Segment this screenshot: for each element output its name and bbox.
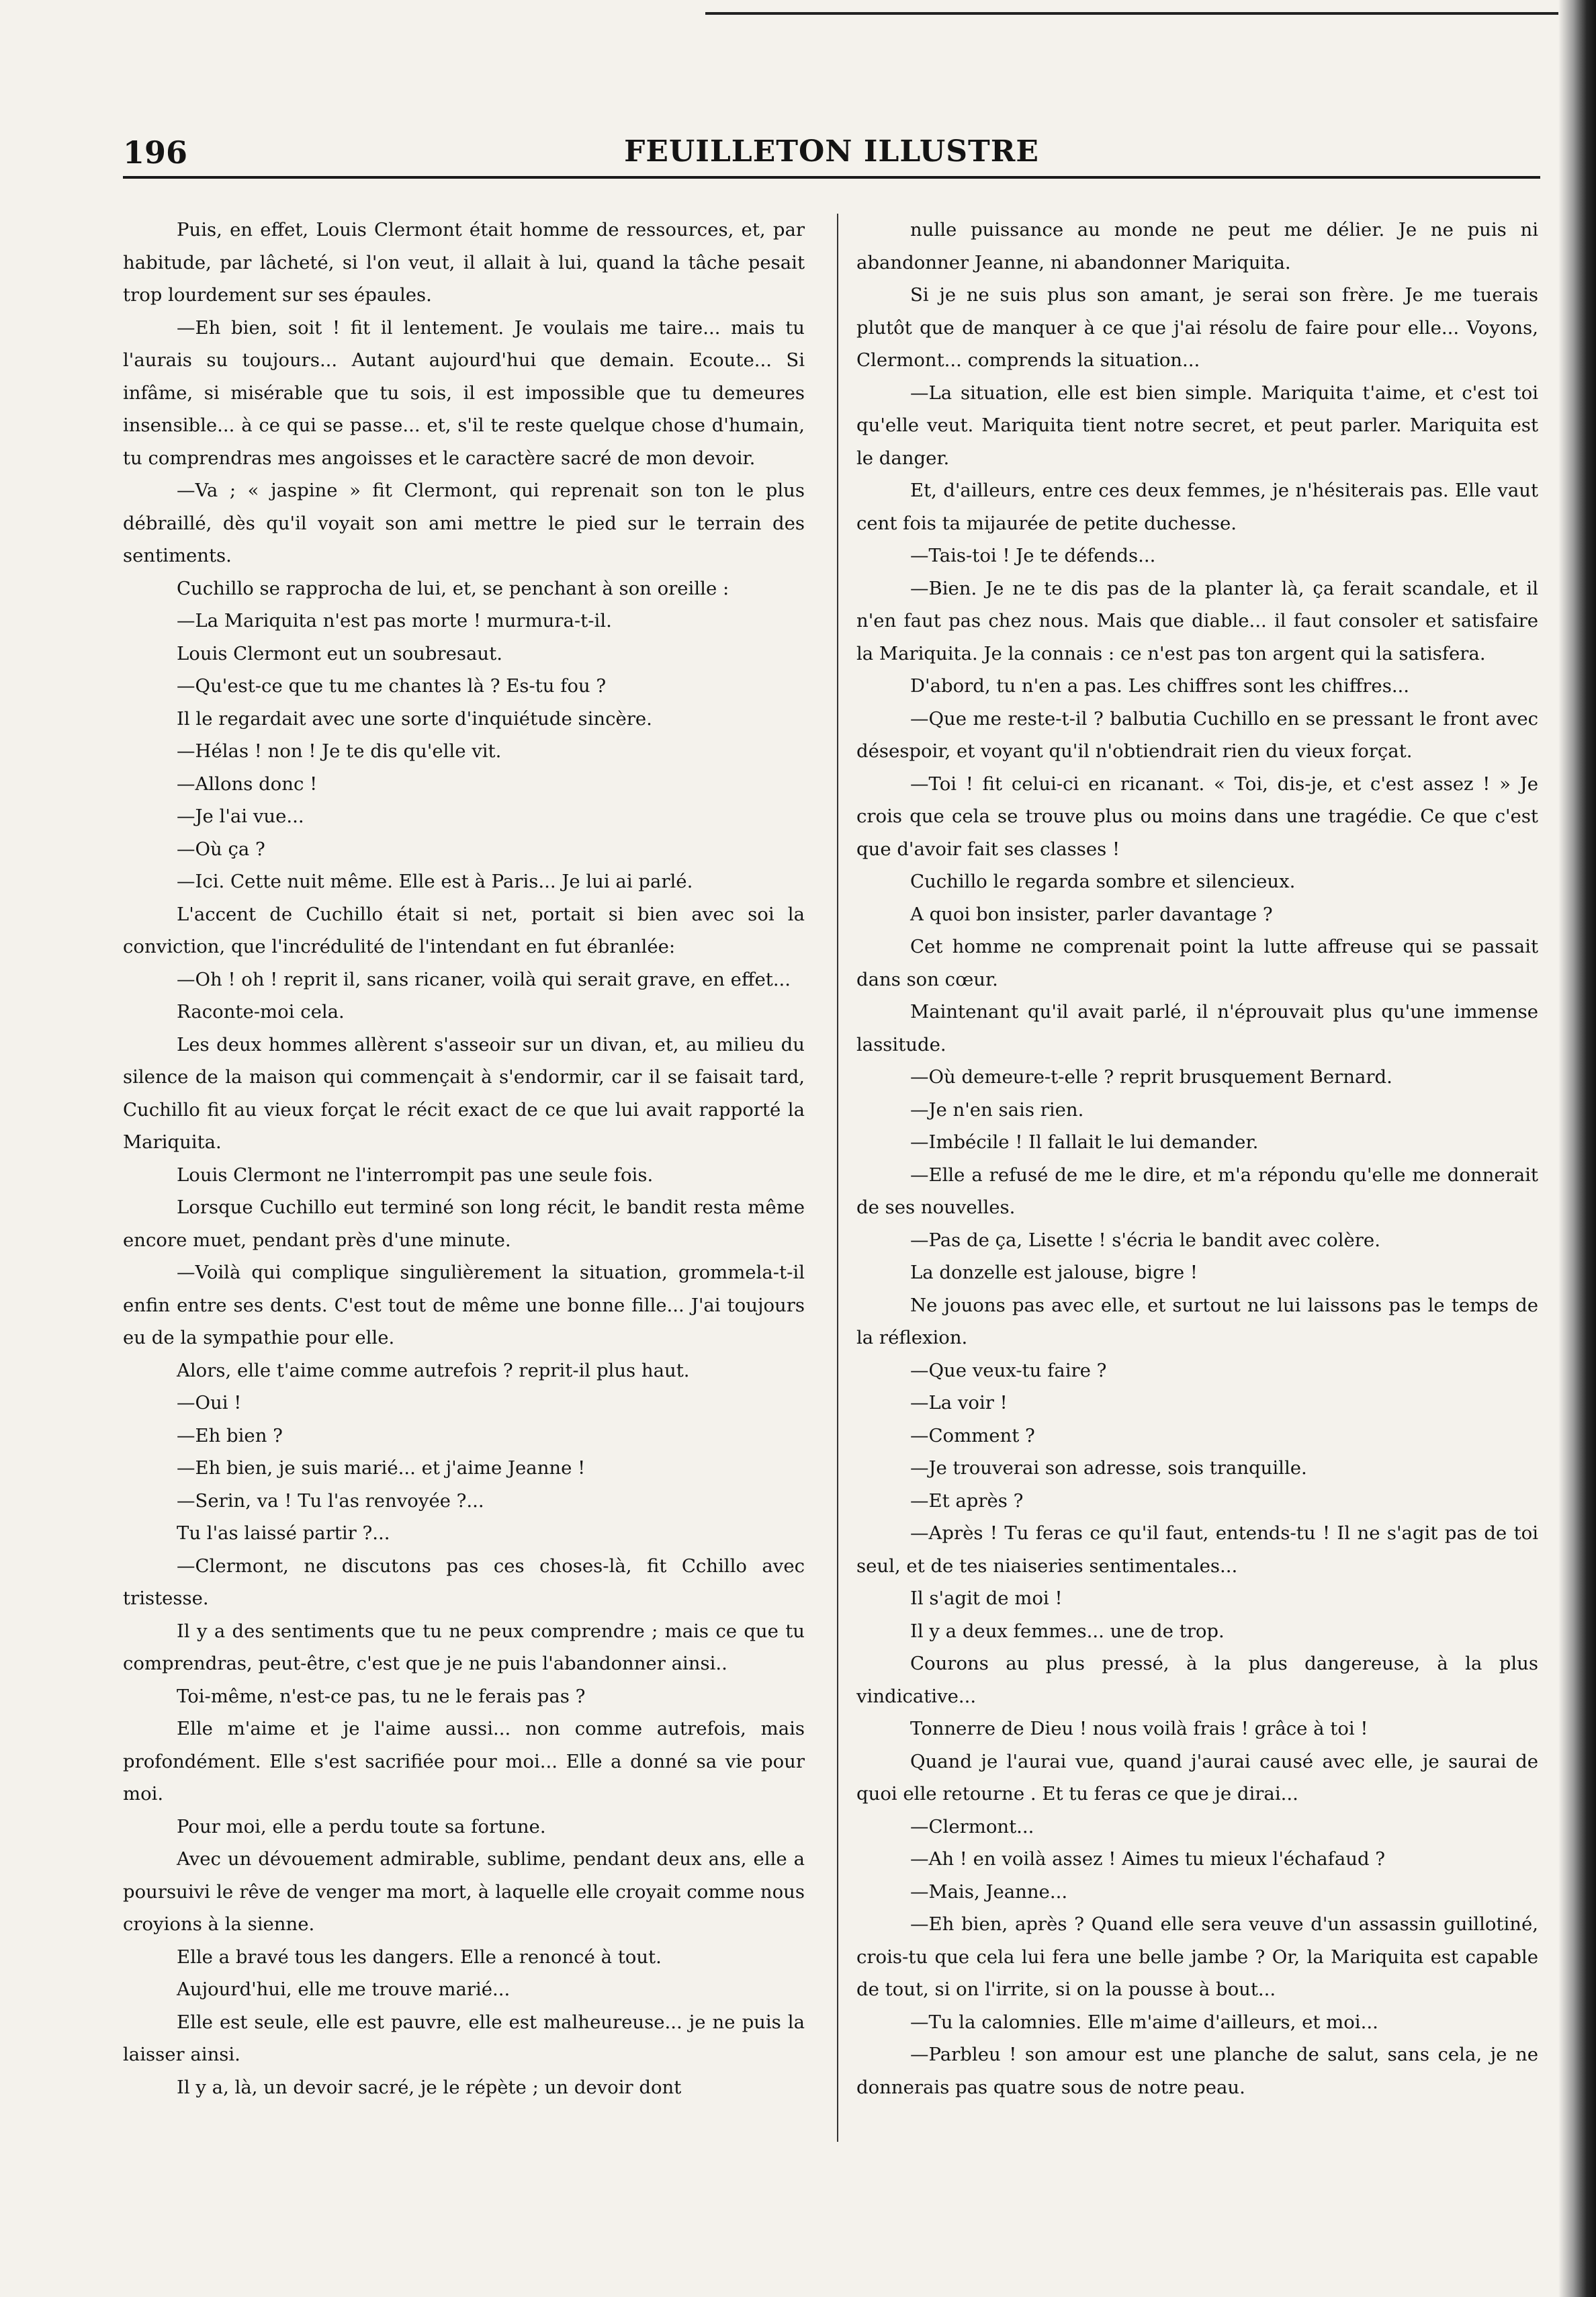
- paragraph: —Allons donc !: [177, 773, 318, 795]
- paragraph: Ne jouons pas avec elle, et surtout ne lui laissons pas le temps de la réflexion.: [856, 1294, 1538, 1348]
- paragraph: Il y a deux femmes... une de trop.: [910, 1620, 1225, 1642]
- paragraph: —Pas de ça, Lisette ! s'écria le bandit avec colère.: [910, 1229, 1380, 1251]
- paragraph: —Oh ! oh ! reprit il, sans ricaner, voilà qui serait grave, en effet...: [177, 968, 791, 990]
- paragraph: Il s'agit de moi !: [910, 1588, 1063, 1609]
- page-number: 196: [123, 134, 188, 171]
- paragraph: —Mais, Jeanne...: [910, 1880, 1068, 1903]
- paragraph: Alors, elle t'aime comme autrefois ? reprit-il plus haut.: [177, 1359, 690, 1381]
- paragraph: —Va ; « jaspine » fit Clermont, qui reprenait son ton le plus débraillé, dès qu'il voyait son ami mettre le pied sur le terrain des sentiments.: [123, 480, 805, 566]
- paragraph: —Et après ?: [910, 1489, 1024, 1512]
- paragraph: —Ah ! en voilà assez ! Aimes tu mieux l'échafaud ?: [910, 1848, 1386, 1870]
- paragraph: Raconte-moi cela.: [177, 1001, 345, 1023]
- paragraph: A quoi bon insister, parler davantage ?: [910, 903, 1273, 925]
- paragraph: L'accent de Cuchillo était si net, portait si bien avec soi la conviction, que l'incrédulité de l'intendant en fut ébranlée:: [123, 903, 805, 957]
- paragraph: nulle puissance au monde ne peut me délier. Je ne puis ni abandonner Jeanne, ni abandonner Mariquita.: [856, 219, 1538, 273]
- paragraph: Aujourd'hui, elle me trouve marié...: [177, 1979, 511, 2000]
- paragraph: —Toi ! fit celui-ci en ricanant. « Toi, dis-je, et c'est assez ! » Je crois que cela se trouve plus ou moins dans une tragédie. Ce que c'est que d'avoir fait ses classes !: [856, 773, 1538, 860]
- running-title: FEUILLETON ILLUSTRE: [624, 134, 1039, 169]
- paragraph: —Où ça ?: [177, 838, 265, 860]
- paragraph: —Tais-toi ! Je te défends...: [910, 545, 1156, 566]
- paragraph: —Que me reste-t-il ? balbutia Cuchillo en se pressant le front avec désespoir, et voyant qu'il n'obtiendrait rien du vieux forçat.: [856, 707, 1538, 762]
- page-header: [123, 129, 1540, 179]
- paragraph: La donzelle est jalouse, bigre !: [910, 1262, 1198, 1283]
- paragraph: —Oui !: [177, 1392, 242, 1414]
- paragraph: —Parbleu ! son amour est une planche de salut, sans cela, je ne donnerais pas quatre sous de notre peau.: [856, 2044, 1538, 2098]
- paragraph: Lorsque Cuchillo eut terminé son long récit, le bandit resta même encore muet, pendant près d'une minute.: [123, 1197, 805, 1251]
- paragraph: —Qu'est-ce que tu me chantes là ? Es-tu fou ?: [177, 675, 607, 697]
- paragraph: —Bien. Je ne te dis pas de la planter là, ça ferait scandale, et il n'en faut pas chez nous. Mais que diable... il faut consoler et satisfaire la Mariquita. Je la connais : ce n'est pas ton argent qui la satisfera.: [856, 577, 1538, 664]
- paragraph: D'abord, tu n'en a pas. Les chiffres sont les chiffres...: [910, 675, 1410, 697]
- paragraph: —Où demeure-t-elle ? reprit brusquement Bernard.: [910, 1066, 1392, 1088]
- paragraph: —Serin, va ! Tu l'as renvoyée ?...: [177, 1489, 484, 1512]
- paragraph: —Clermont...: [910, 1815, 1034, 1837]
- paragraph: Elle m'aime et je l'aime aussi... non comme autrefois, mais profondément. Elle s'est sacrifiée pour moi... Elle a donné sa vie pour moi.: [123, 1718, 805, 1805]
- paragraph: Quand je l'aurai vue, quand j'aurai causé avec elle, je saurai de quoi elle retourne . Et tu feras ce que je dirai...: [856, 1750, 1538, 1805]
- paragraph: Louis Clermont ne l'interrompit pas une seule fois.: [177, 1164, 654, 1186]
- paragraph: Il y a des sentiments que tu ne peux comprendre ; mais ce que tu comprendras, peut-être, c'est que je ne puis l'abandonner ainsi..: [123, 1620, 805, 1674]
- paragraph: —Eh bien, je suis marié... et j'aime Jeanne !: [177, 1457, 586, 1479]
- paragraph: Tonnerre de Dieu ! nous voilà frais ! grâce à toi !: [910, 1718, 1368, 1739]
- paragraph: Louis Clermont eut un soubresaut.: [177, 642, 502, 664]
- paragraph: Puis, en effet, Louis Clermont était homme de ressources, et, par habitude, par lâcheté, si l'on veut, il allait à lui, quand la tâche pesait trop lourdement sur ses épaules.: [123, 219, 805, 306]
- paragraph: Les deux hommes allèrent s'asseoir sur un divan, et, au milieu du silence de la maison qui commençait à s'endormir, car il se faisait tard, Cuchillo fit au vieux forçat le récit exact de ce que lui avait rapporté la Mariquita.: [123, 1033, 805, 1153]
- paragraph: —Tu la calomnies. Elle m'aime d'ailleurs, et moi...: [910, 2011, 1378, 2033]
- paragraph: —Que veux-tu faire ?: [910, 1359, 1107, 1381]
- paragraph: Cuchillo se rapprocha de lui, et, se penchant à son oreille :: [177, 577, 729, 599]
- paragraph: —Hélas ! non ! Je te dis qu'elle vit.: [177, 740, 502, 762]
- paragraph: Avec un dévouement admirable, sublime, pendant deux ans, elle a poursuivi le rêve de venger ma mort, à laquelle elle croyait comme nous croyions à la sienne.: [123, 1848, 805, 1935]
- paragraph: Si je ne suis plus son amant, je serai son frère. Je me tuerais plutôt que de manquer à ce que j'ai résolu de faire pour elle... Voyons, Clermont... comprends la situation...: [856, 284, 1538, 371]
- paragraph: —Eh bien, soit ! fit il lentement. Je voulais me taire... mais tu l'aurais su toujours... Autant aujourd'hui que demain. Ecoute... Si infâme, si misérable que tu sois, il est impossible que tu demeures insensible... à ce qui se passe... et, s'il te reste quelque chose d'humain, tu comprendras mes angoisses et le caractère sacré de mon devoir.: [123, 316, 805, 469]
- paragraph: Et, d'ailleurs, entre ces deux femmes, je n'hésiterais pas. Elle vaut cent fois ta mijaurée de petite duchesse.: [856, 480, 1538, 534]
- paragraph: —Je trouverai son adresse, sois tranquille.: [910, 1457, 1307, 1479]
- paragraph: Il le regardait avec une sorte d'inquiétude sincère.: [177, 707, 652, 730]
- paragraph: —Voilà qui complique singulièrement la situation, grommela-t-il enfin entre ses dents. C'est tout de même une bonne fille... J'ai toujours eu de la sympathie pour elle.: [123, 1262, 805, 1348]
- paragraph: Pour moi, elle a perdu toute sa fortune.: [177, 1815, 546, 1837]
- paragraph: —La situation, elle est bien simple. Mariquita t'aime, et c'est toi qu'elle veut. Mariquita tient notre secret, et peut parler. Mariquita est le danger.: [856, 382, 1538, 469]
- paragraph: Courons au plus pressé, à la plus dangereuse, à la plus vindicative...: [856, 1653, 1538, 1707]
- paragraph: Toi-même, n'est-ce pas, tu ne le ferais pas ?: [177, 1685, 586, 1707]
- right-column: [856, 214, 1538, 2104]
- paragraph: —Eh bien ?: [177, 1424, 283, 1446]
- paragraph: —La voir !: [910, 1392, 1008, 1414]
- paragraph: —La Mariquita n'est pas morte ! murmura-t-il.: [177, 610, 612, 632]
- page-edge-shadow: [1558, 0, 1596, 2297]
- paragraph: —Imbécile ! Il fallait le lui demander.: [910, 1131, 1259, 1153]
- paragraph: —Après ! Tu feras ce qu'il faut, entends-tu ! Il ne s'agit pas de toi seul, et de tes niaiseries sentimentales...: [856, 1522, 1538, 1577]
- paragraph: Maintenant qu'il avait parlé, il n'éprouvait plus qu'une immense lassitude.: [856, 1001, 1538, 1055]
- paragraph: Cet homme ne comprenait point la lutte affreuse qui se passait dans son cœur.: [856, 936, 1538, 990]
- paragraph: —Je l'ai vue...: [177, 806, 304, 827]
- paragraph: Elle est seule, elle est pauvre, elle est malheureuse... je ne puis la laisser ainsi.: [123, 2011, 805, 2065]
- column-divider: [837, 214, 838, 2142]
- paragraph: Il y a, là, un devoir sacré, je le répète ; un devoir dont: [177, 2076, 682, 2098]
- paragraph: —Clermont, ne discutons pas ces choses-là, fit Cchillo avec tristesse.: [123, 1555, 805, 1609]
- paragraph: —Je n'en sais rien.: [910, 1098, 1084, 1121]
- paragraph: Tu l'as laissé partir ?...: [177, 1522, 390, 1544]
- paragraph: —Ici. Cette nuit même. Elle est à Paris... Je lui ai parlé.: [177, 871, 693, 892]
- left-column: [123, 214, 805, 2104]
- paragraph: —Comment ?: [910, 1424, 1035, 1446]
- paragraph: Cuchillo le regarda sombre et silencieux.: [910, 871, 1296, 892]
- paragraph: —Elle a refusé de me le dire, et m'a répondu qu'elle me donnerait de ses nouvelles.: [856, 1164, 1538, 1218]
- paragraph: Elle a bravé tous les dangers. Elle a renoncé à tout.: [177, 1946, 662, 1968]
- top-rule: [705, 12, 1596, 15]
- paragraph: —Eh bien, après ? Quand elle sera veuve d'un assassin guillotiné, crois-tu que cela lui fera une belle jambe ? Or, la Mariquita est capable de tout, si on l'irrite, si on la pousse à bout...: [856, 1913, 1538, 2000]
